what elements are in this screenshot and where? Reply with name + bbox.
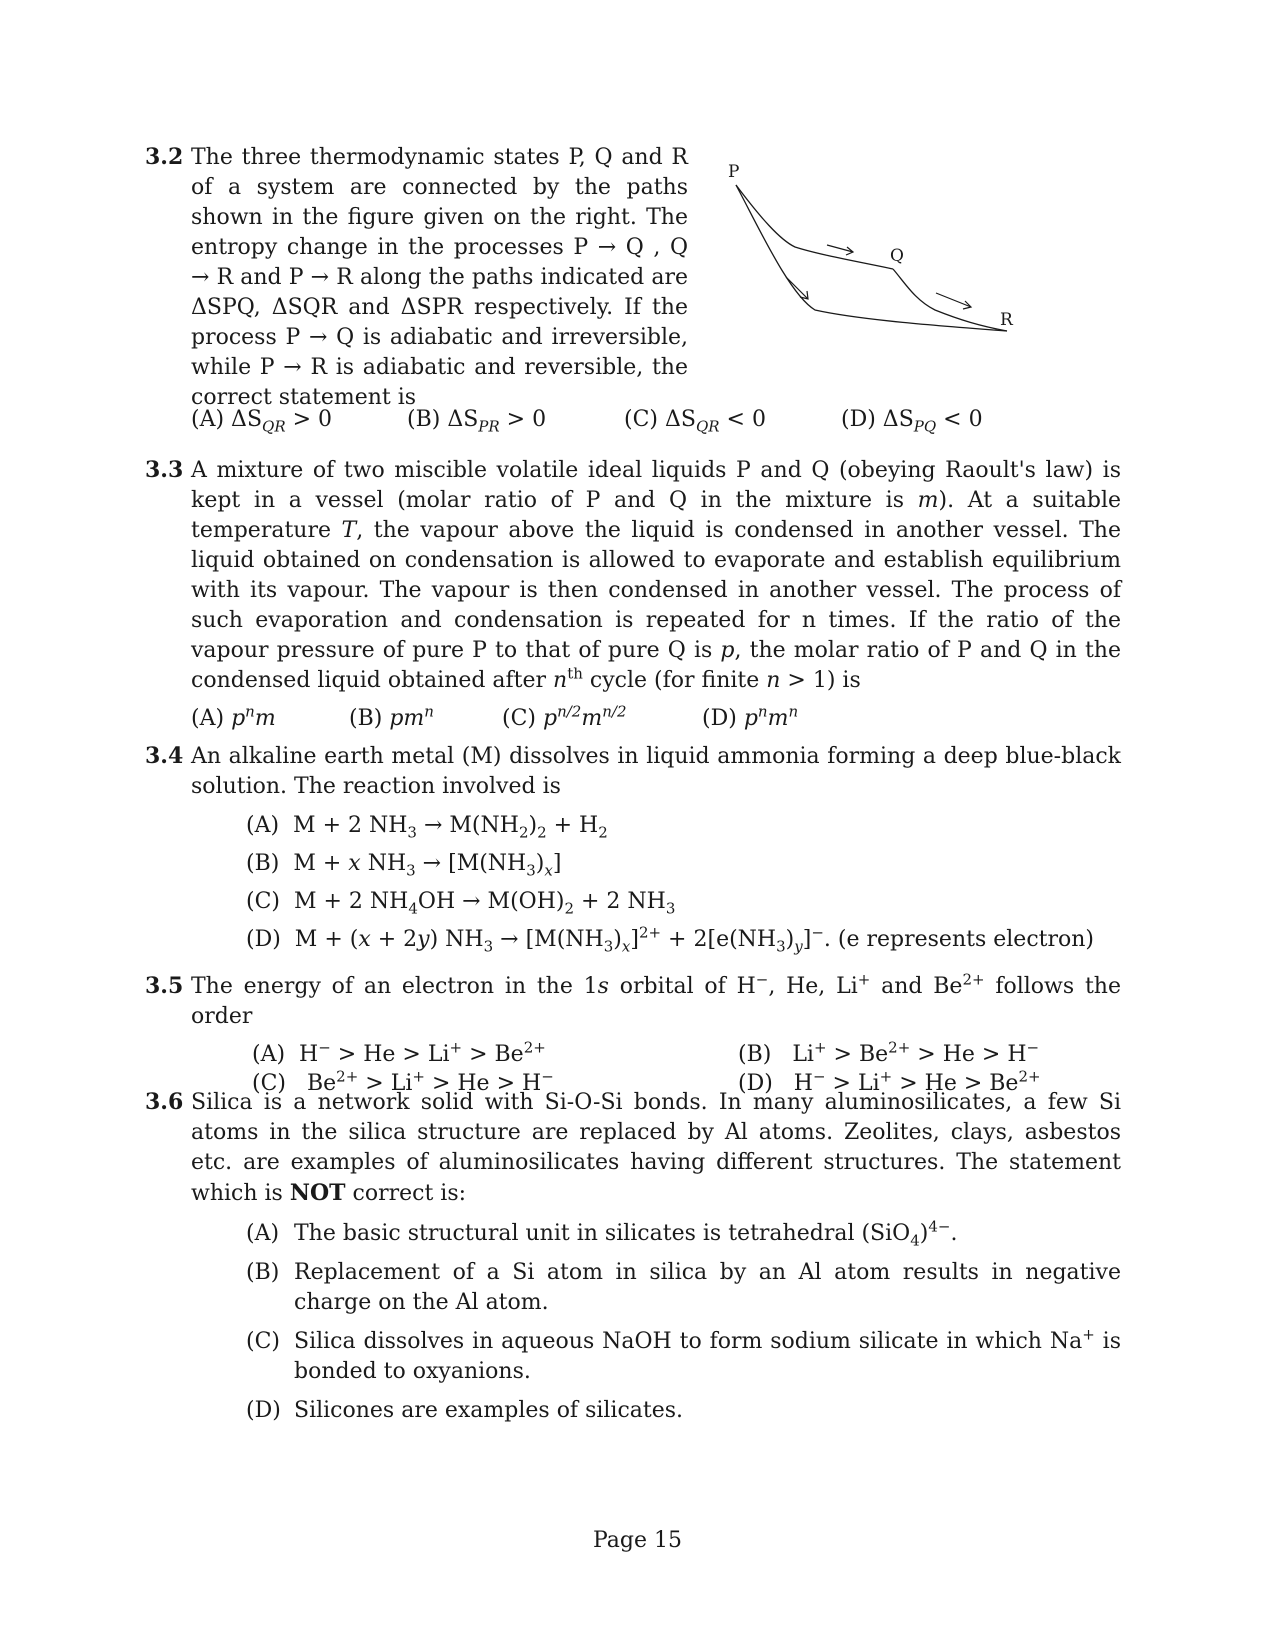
question-body: 3.4 An alkaline earth metal (M) dissolves in liquid ammonia forming a deep blue-black solution. The reaction involved is [145, 743, 1121, 799]
label-r: R [1000, 310, 1013, 330]
question-body: The three thermodynamic states P, Q and R of a system are connected by the paths shown in the figure given on the right. The entropy change in the processes P → Q , Q → R and P → R along the paths indicated are ΔSPQ, ΔSQR and ΔSPR respectively. If the process P → Q is adiabatic and irreversible, while P → R is adiabatic and reversible, the correct statement is [191, 145, 688, 410]
path-p-to-q [736, 185, 893, 269]
question-3-2-text [145, 142, 688, 413]
option-d[interactable]: (D) $H^- > Li^+ > He > Be^{2+}$ [738, 1067, 1041, 1096]
question-body: 3.6 Silica is a network solid with Si-O-Si bonds. In many aluminosilicates, a few Si atoms in the silica structure are replaced by Al atoms. Zeolites, clays, asbestos etc. are examples of aluminosilicates having different structures. The statement which is NOT correct is: [145, 1089, 1121, 1206]
question-number: 3.3 [145, 457, 184, 483]
arrow-pr [786, 277, 808, 299]
arrow-qr [936, 293, 971, 309]
option-b[interactable]: (B) Replacement of a Si atom in silica by an Al atom results in negative charge on the Al atom. [246, 1260, 1121, 1315]
question-number: 3.5 [145, 973, 184, 999]
path-p-to-r [736, 185, 1007, 331]
option-d[interactable]: (D) Silicones are examples of silicates. [246, 1398, 684, 1423]
option-a[interactable]: (A) M + 2 $NH_3 \to M(NH_2)_2 + H_2$ [246, 813, 608, 842]
option-b[interactable]: (B) $pm^n$ [349, 702, 434, 731]
label-q: Q [890, 246, 904, 266]
option-b[interactable]: (B) M + x $NH_3 \to [M(NH_3)_x]$ [246, 851, 562, 880]
question-number: 3.4 [145, 743, 184, 769]
question-3-2-options [151, 405, 1121, 435]
option-d[interactable]: (D) M + (x + 2y) $NH_3 \to [M(NH_3)_x]^{2+} + 2[e(NH_3)_y]^-$. (e represents electron) [246, 923, 1094, 956]
path-q-to-r [893, 269, 1007, 331]
option-d[interactable]: (D) $p^nm^n$ [702, 702, 799, 731]
option-d[interactable]: (D) $\Delta S_{PQ} < 0$ [841, 407, 983, 436]
page-number: Page 15 [592, 1528, 683, 1553]
question-3-4 [145, 741, 1121, 956]
pqr-path-figure [720, 155, 1040, 345]
option-c[interactable]: (C) $Be^{2+} > Li^+ > He > H^-$ [252, 1067, 554, 1096]
question-number: 3.6 [145, 1089, 184, 1115]
option-c[interactable]: (C) M + 2 $NH_4OH \to M(OH)_2 + 2$ $NH_3$ [246, 889, 676, 918]
question-3-5 [145, 970, 1121, 1098]
option-a[interactable]: (A) The basic structural unit in silicates is tetrahedral $(SiO_4)^{4-}$. [246, 1217, 958, 1250]
option-b[interactable]: (B) $Li^+ > Be^{2+} > He > H^-$ [738, 1038, 1040, 1067]
question-body: 3.3 A mixture of two miscible volatile ideal liquids P and Q (obeying Raoult's law) is kept in a vessel (molar ratio of P and Q in the mixture is m). At a suitable temperature T, the vapour above the liquid is condensed in another vessel. The liquid obtained on condensation is allowed to evaporate and establish equilibrium with its vapour. The vapour is then condensed in another vessel. The process of such evaporation and condensation is repeated for n times. If the ratio of the vapour pressure of pure P to that of pure Q is p, the molar ratio of P and Q in the condensed liquid obtained after $n^{th}$ cycle (for finite n > 1) is [145, 457, 1121, 693]
question-3-3 [145, 455, 1121, 734]
option-c[interactable]: (C) $\Delta S_{QR} < 0$ [624, 407, 766, 436]
question-number: 3.2 [145, 144, 184, 170]
arrow-pq [827, 245, 853, 255]
option-c[interactable]: (C) Silica dissolves in aqueous NaOH to form sodium silicate in which Na+ is bonded to oxyanions. [246, 1325, 1121, 1384]
question-3-6 [145, 1087, 1121, 1426]
label-p: P [728, 162, 740, 182]
option-a[interactable]: (A) $H^- > He > Li^+ > Be^{2+}$ [252, 1038, 546, 1067]
option-a[interactable]: (A) $p^nm$ [191, 702, 276, 731]
option-a[interactable]: (A) $\Delta S_{QR} > 0$ [191, 407, 333, 436]
option-c[interactable]: (C) $p^{n/2}m^{n/2}$ [502, 702, 627, 731]
option-b[interactable]: (B) $\Delta S_{PR} > 0$ [407, 407, 547, 436]
question-body: 3.5 The energy of an electron in the 1s orbital of H−, He, Li+ and $Be^{2+}$ follows the order [145, 970, 1121, 1029]
